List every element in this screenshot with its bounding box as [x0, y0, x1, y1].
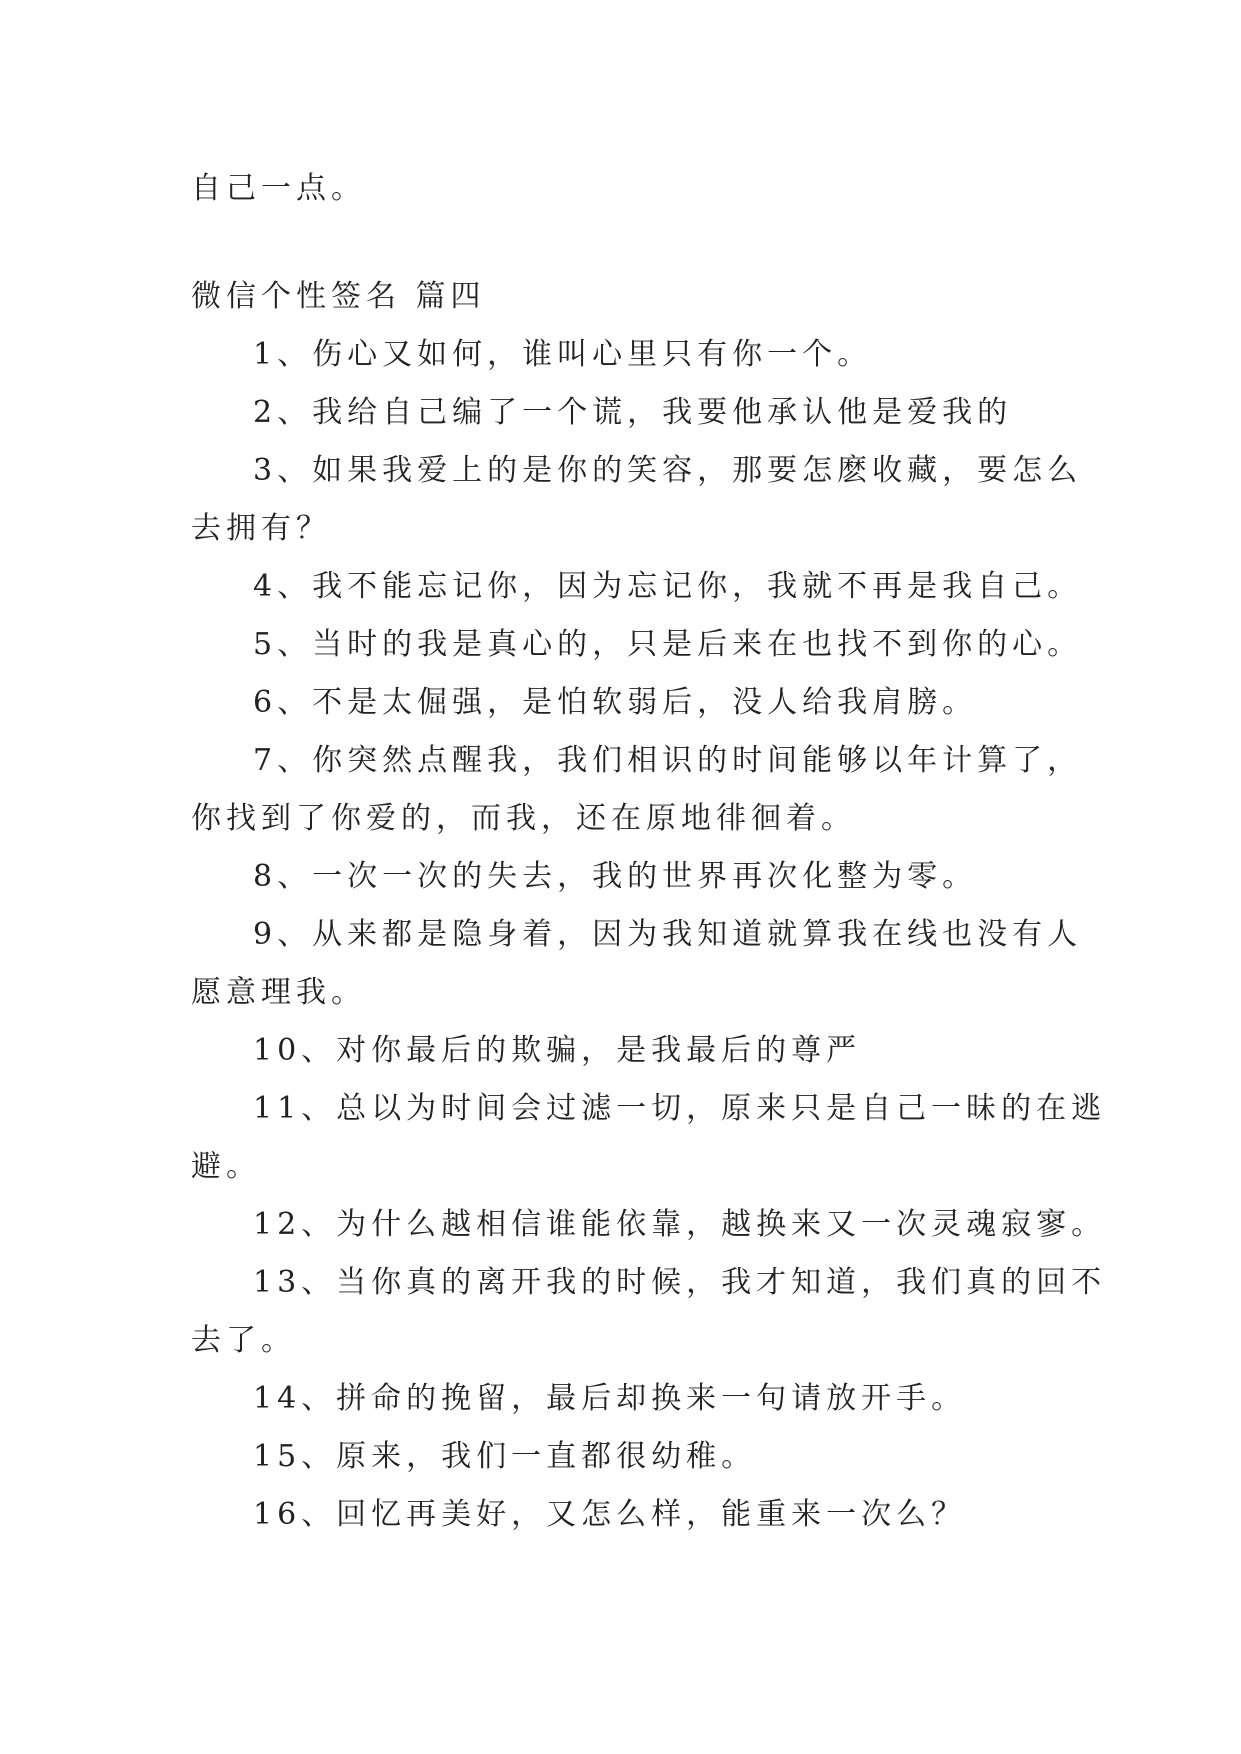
- paragraph-line: 1、伤心又如何，谁叫心里只有你一个。: [253, 337, 873, 372]
- paragraph-line: 13、当你真的离开我的时候，我才知道，我们真的回不: [253, 1265, 1107, 1300]
- paragraph-line: 5、当时的我是真心的，只是后来在也找不到你的心。: [253, 627, 1083, 662]
- paragraph-line: 15、原来，我们一直都很幼稚。: [253, 1439, 757, 1474]
- paragraph-line: 10、对你最后的欺骗，是我最后的尊严: [253, 1033, 862, 1068]
- paragraph-line: 16、回忆再美好，又怎么样，能重来一次么？: [253, 1497, 967, 1532]
- paragraph-line: 14、拼命的挽留，最后却换来一句请放开手。: [253, 1381, 967, 1416]
- paragraph-continuation: 去了。: [191, 1323, 296, 1358]
- paragraph-line: 2、我给自己编了一个谎，我要他承认他是爱我的: [253, 395, 1013, 430]
- paragraph-line: 6、不是太倔强，是怕软弱后，没人给我肩膀。: [253, 685, 978, 720]
- paragraph-line: 11、总以为时间会过滤一切，原来只是自己一昧的在逃: [253, 1091, 1107, 1126]
- paragraph-line: 9、从来都是隐身着，因为我知道就算我在线也没有人: [253, 917, 1083, 952]
- paragraph-continuation: 你找到了你爱的，而我，还在原地徘徊着。: [191, 801, 856, 836]
- section-spacer: [191, 218, 1051, 268]
- paragraph-line: 7、你突然点醒我，我们相识的时间能够以年计算了，: [253, 743, 1083, 778]
- paragraph-line: 3、如果我爱上的是你的笑容，那要怎麽收藏，要怎么: [253, 453, 1083, 488]
- paragraph-continuation: 去拥有？: [191, 511, 331, 546]
- paragraph-continuation: 愿意理我。: [191, 975, 366, 1010]
- section-title: 微信个性签名 篇四: [191, 279, 486, 314]
- paragraph-line: 8、一次一次的失去，我的世界再次化整为零。: [253, 859, 978, 894]
- document-body: [191, 160, 1107, 1544]
- intro-text: 自己一点。: [191, 171, 366, 206]
- paragraph-line: 12、为什么越相信谁能依靠，越换来又一次灵魂寂寥。: [253, 1207, 1107, 1242]
- paragraph-continuation: 避。: [191, 1149, 261, 1184]
- paragraph-line: 4、我不能忘记你，因为忘记你，我就不再是我自己。: [253, 569, 1083, 604]
